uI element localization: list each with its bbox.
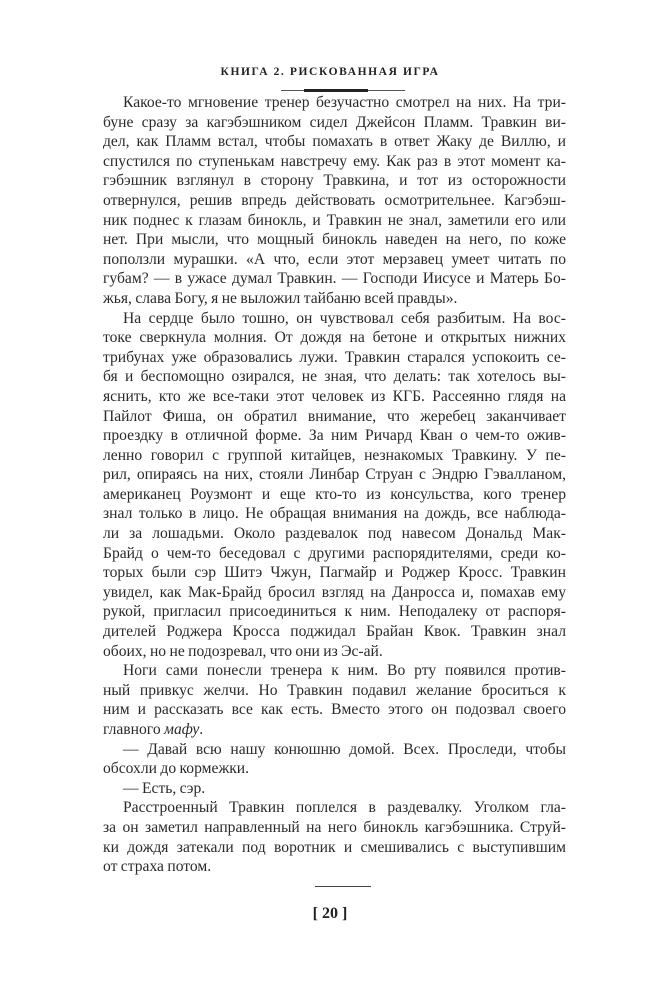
text-line: ки дождя затекали под воротник и смешивались с выступившим	[103, 838, 566, 856]
text-line: токе сверкнула молния. От дождя на бетоне и открытых нижних	[103, 329, 566, 347]
text-line: торых были сэр Шитэ Чжун, Пагмайр и Роджер Кросс. Травкин	[103, 564, 566, 582]
header-rule-accent	[304, 89, 368, 92]
text-line: рукой, пригласил присоединиться к ним. Неподалеку от распоря-	[103, 603, 566, 621]
text-line: жья, слава Богу, я не выложил тайбаню всей правды».	[103, 289, 458, 307]
paragraph	[103, 661, 566, 739]
text-line: увидел, как Мак-Брайд бросил взгляд на Данросса и, помахав ему	[103, 583, 566, 601]
text-line: обсохли до кормежки.	[103, 760, 250, 778]
text-line: поползли мурашки. «А что, если этот мерзавец умеет читать по	[103, 250, 566, 268]
text-line: за он заметил направленный на него бинокль кагэбэшника. Струй-	[103, 818, 566, 836]
text-line: Расстроенный Травкин поплелся в раздевалку. Уголком гла-	[123, 799, 566, 817]
text-line: гэбэшник взглянул в сторону Травкина, и тот из осторожности	[103, 172, 566, 190]
text-line: Брайд о чем-то беседовал с другими распорядителями, среди ко-	[103, 544, 566, 562]
running-header: КНИГА 2. РИСКОВАННАЯ ИГРА	[220, 66, 440, 78]
paragraph	[103, 93, 566, 309]
text-line: бя и беспомощно озирался, не зная, что делать: так хотелось вы-	[103, 368, 566, 386]
text-line: ним и рассказать все как есть. Вместо этого он подозвал своего	[103, 701, 566, 719]
footer-rule	[315, 886, 371, 887]
text-line: американец Роузмонт и еще кто-то из консульства, кого тренер	[103, 485, 566, 503]
text-line: трибунах уже образовались лужи. Травкин старался успокоить се-	[103, 348, 566, 366]
text-line: отвернулся, решив впредь действовать осмотрительнее. Кагэбэш-	[103, 191, 566, 209]
text-line: На сердце было тошно, он чувствовал себя разбитым. На вос-	[123, 309, 566, 327]
text-line: дителей Роджера Кросса поджидал Брайан Квок. Травкин знал	[103, 623, 566, 641]
text-segment: главного	[103, 721, 165, 738]
italic-term: мафу	[164, 721, 200, 738]
text-line: рил, опираясь на них, стояли Линбар Струан с Эндрю Гэвалланом,	[103, 466, 566, 484]
page-number: [ 20 ]	[312, 905, 348, 922]
text-line: ный привкус желчи. Но Травкин подавил желание броситься к	[103, 681, 566, 699]
text-line: проездку в отличной форме. За ним Ричард Кван о чем-то ожив-	[103, 427, 566, 445]
text-line: от страха потом.	[103, 858, 212, 876]
page-body	[103, 93, 566, 877]
text-line	[103, 720, 566, 740]
text-line: — Давай всю нашу конюшню домой. Всех. Проследи, чтобы	[123, 740, 566, 758]
text-line: Пайлот Фиша, он обратил внимание, что жеребец заканчивает	[103, 407, 566, 425]
paragraph	[103, 740, 566, 779]
text-line: дел, как Пламм встал, чтобы помахать в ответ Жаку де Виллю, и	[103, 133, 566, 151]
text-line: яснить, кто же все-таки этот человек из КГБ. Рассеянно глядя на	[103, 387, 566, 405]
text-line: губам? — в ужасе думал Травкин. — Господи Иисусе и Матерь Бо-	[103, 270, 566, 288]
paragraph	[103, 798, 566, 876]
text-line: нет. При мысли, что мощный бинокль наведен на него, по коже	[103, 231, 566, 249]
text-segment: .	[199, 721, 204, 738]
text-line: ник поднес к глазам бинокль, и Травкин не знал, заметили его или	[103, 211, 566, 229]
paragraph	[103, 779, 566, 799]
text-line: обоих, но не подозревал, что они из Эс-ай.	[103, 642, 383, 660]
text-line: ленно говорил с группой китайцев, незнакомых Травкину. У пе-	[103, 446, 566, 464]
text-line: Ноги сами понесли тренера к ним. Во рту появился против-	[123, 662, 566, 680]
text-line: ли за лошадьми. Около раздевалок под навесом Дональд Мак-	[103, 525, 566, 543]
text-line: — Есть, сэр.	[123, 779, 206, 797]
text-line: буне сразу за кагэбэшником сидел Джейсон Пламм. Травкин ви-	[103, 113, 566, 131]
text-line: знал только в лицо. Не обращая внимания на дождь, все наблюда-	[103, 505, 566, 523]
text-line: Какое-то мгновение тренер безучастно смотрел на них. На три-	[123, 94, 566, 111]
paragraph	[103, 309, 566, 662]
text-line: спустился по ступенькам навстречу ему. Как раз в этот момент ка-	[103, 152, 566, 170]
